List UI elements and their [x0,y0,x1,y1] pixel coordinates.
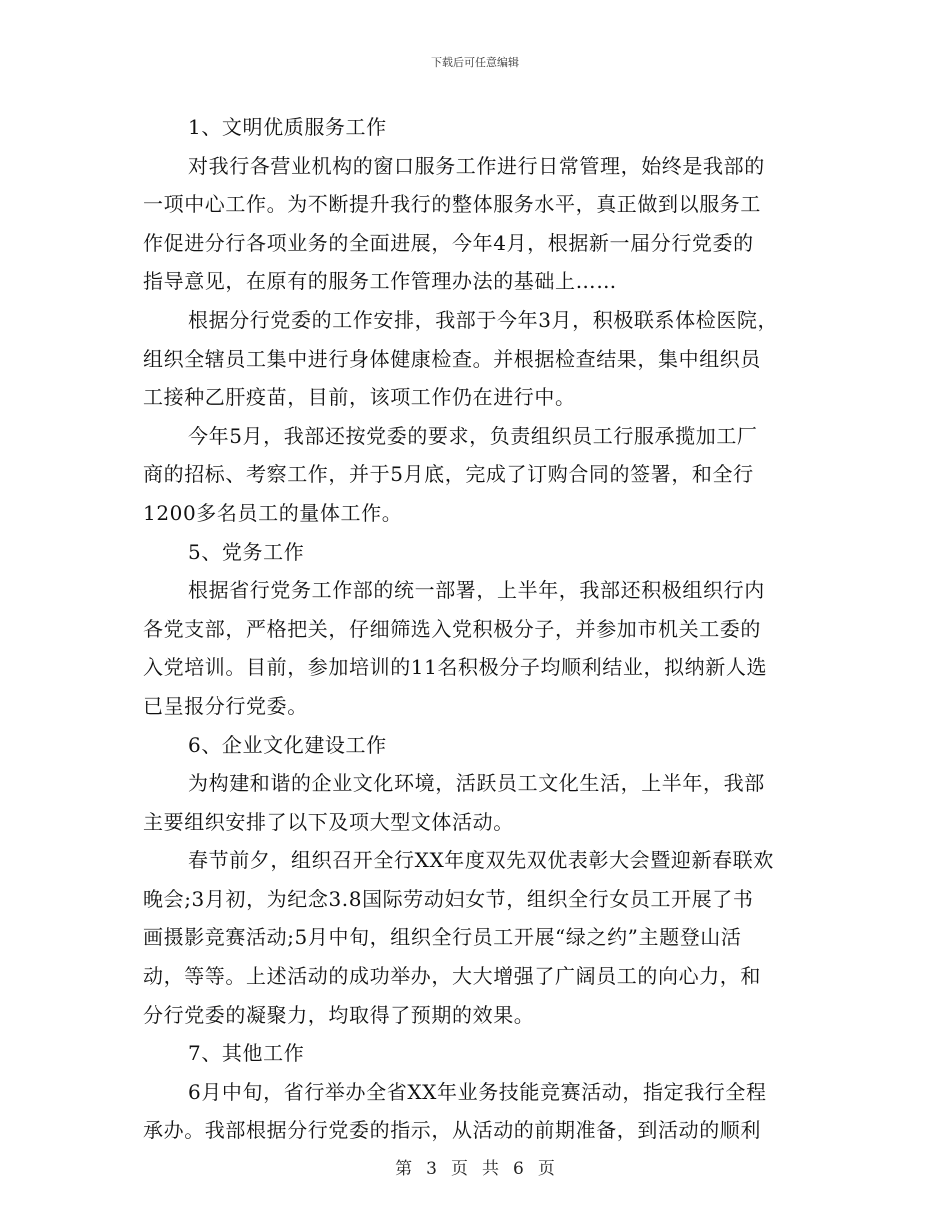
page-footer [0,1154,950,1179]
text-line: 1200多名员工的量体工作。 [143,500,403,525]
footer-label-gong: 共 [482,1159,499,1179]
text-line: 6月中旬，省行举办全省XX年业务技能竞赛活动，指定我行全程 [188,1079,767,1104]
text-line: 动，等等。上述活动的成功举办，大大增强了广阔员工的向心力，和 [143,964,761,989]
text-line: 主要组织安排了以下及项大型文体活动。 [143,809,514,834]
footer-label-ye: 页 [451,1159,468,1179]
document-body [143,108,803,1150]
text-line: 1、文明优质服务工作 [188,115,387,139]
text-line: 对我行各营业机构的窗口服务工作进行日常管理，始终是我部的 [188,153,765,178]
text-line: 已呈报分行党委。 [143,693,308,718]
download-editable-note: 下载后可任意编辑 [431,56,519,69]
footer-label-ye2: 页 [537,1159,555,1179]
footer-total-pages: 6 [513,1159,524,1179]
text-line: 7、其他工作 [188,1041,305,1066]
text-line: 入党培训。目前，参加培训的11名积极分子均顺利结业，拟纳新人选 [143,655,768,680]
text-line: 根据省行党务工作部的统一部署，上半年，我部还积极组织行内 [188,578,765,603]
text-line: 承办。我部根据分行党委的指示，从活动的前期准备，到活动的顺利 [143,1118,761,1143]
text-line: 一项中心工作。为不断提升我行的整体服务水平，真正做到以服务工 [143,192,761,217]
text-line: 作促进分行各项业务的全面进展，今年4月，根据新一届分行党委的 [143,230,754,255]
text-line: 今年5月，我部还按党委的要求，负责组织员工行服承揽加工厂 [188,423,758,448]
footer-current-page: 3 [426,1159,437,1179]
text-line: 工接种乙肝疫苗，目前，该项工作仍在进行中。 [143,385,576,410]
text-line: 5、党务工作 [188,539,305,564]
text-line: 春节前夕，组织召开全行XX年度双先双优表彰大会暨迎新春联欢 [188,848,774,873]
text-line: 画摄影竞赛活动;5月中旬，组织全行员工开展“绿之约”主题登山活 [143,925,742,950]
text-line: 各党支部，严格把关，仔细筛选入党积极分子，并参加市机关工委的 [143,616,761,641]
text-line: 指导意见，在原有的服务工作管理办法的基础上…… [143,269,617,294]
text-line: 晚会;3月初，为纪念3.8国际劳动妇女节，组织全行女员工开展了书 [143,886,754,911]
text-line: 根据分行党委的工作安排，我部于今年3月，积极联系体检医院， [188,307,779,332]
text-line: 组织全辖员工集中进行身体健康检查。并根据检查结果，集中组织员 [143,346,761,371]
text-line: 商的招标、考察工作，并于5月底，完成了订购合同的签署，和全行 [143,462,754,487]
text-line: 6、企业文化建设工作 [188,732,387,757]
text-line: 分行党委的凝聚力，均取得了预期的效果。 [143,1002,535,1027]
footer-label-di: 第 [395,1159,413,1179]
text-line: 为构建和谐的企业文化环境，活跃员工文化生活，上半年，我部 [188,771,765,796]
